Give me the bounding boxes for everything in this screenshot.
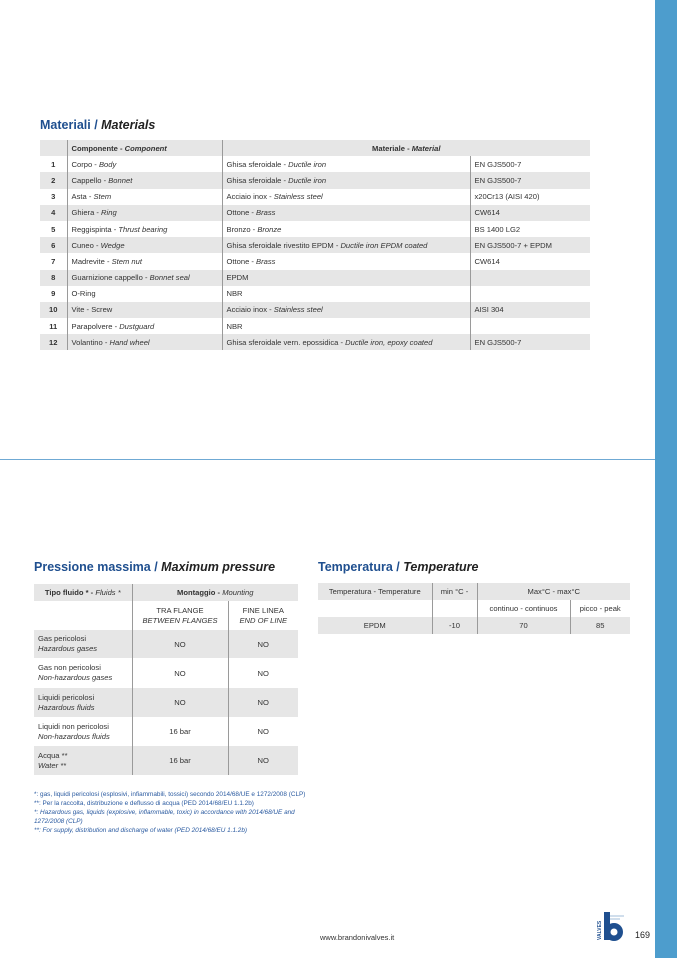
table-row: 7 Madrevite - Stem nut Ottone - Brass CW614 (40, 253, 590, 269)
website-link[interactable]: www.brandonivalves.it (320, 933, 395, 942)
note: *: Hazardous gas, liquids (explosive, inflammable, toxic) in accordance with 2014/68/UE and 1272/2008 (CLP) (34, 809, 295, 825)
brandoni-logo-icon (596, 910, 626, 944)
table-row: 11 Parapolvere - Dustguard NBR (40, 318, 590, 334)
table-row: 1 Corpo - Body Ghisa sferoidale - Ductile iron EN GJS500-7 (40, 156, 590, 172)
temperature-title: Temperatura / Temperature (318, 560, 479, 574)
note: *: gas, liquidi pericolosi (esplosivi, infiammabili, tossici) secondo 2014/68/UE e 1272/2008 (CLP) (34, 791, 306, 798)
divider (0, 459, 655, 460)
note: **: Per la raccolta, distribuzione e deflusso di acqua (PED 2014/68/EU 1.1.2b) (34, 800, 254, 807)
table-row: 5 Reggispinta - Thrust bearing Bronzo - Bronze BS 1400 LG2 (40, 221, 590, 237)
table-row: 2 Cappello - Bonnet Ghisa sferoidale - Ductile iron EN GJS500-7 (40, 172, 590, 188)
table-row: EPDM -10 70 85 (318, 617, 630, 634)
note: **: For supply, distribution and discharge of water (PED 2014/68/EU 1.1.2b) (34, 827, 248, 834)
table-row: 10 Vite - Screw Acciaio inox - Stainless steel AISI 304 (40, 302, 590, 318)
table-row: Acqua ** Water ** 16 bar NO (34, 746, 298, 775)
materials-table: Componente - Component Materiale - Material 1 Corpo - Body Ghisa sferoidale - Ductile iron EN GJS500-7 2 Cappello - Bonnet Ghisa sferoidale - Ductile iron EN GJS500-7 3 Asta - Stem Acciaio inox - Stainless steel x20Cr13 (AISI 420) 4 Ghiera - Ring Ottone - Brass CW614 5 Reggispinta - Thrust bearing Bronzo - Bronze BS 1400 LG2 6 Cuneo - Wedge Ghisa sferoidale rivestito EPDM - Ductile iron EPDM coated EN GJS500-7 + EPDM 7 Madrevite - Stem nut Ottone - Brass CW614 8 Guarnizione cappello - Bonnet seal EPDM 9 O-Ring NBR 10 Vite - Screw Acciaio inox - Stainless steel AISI 304 11 Parapolvere - Dustguard NBR 12 Volantino - Hand wheel Ghisa sferoidale vern. epossidica - Ductile iron, epoxy coated EN GJS500-7 (40, 140, 590, 350)
table-row: Gas non pericolosi Non-hazardous gases NO NO (34, 658, 298, 688)
table-row: Liquidi non pericolosi Non-hazardous fluids 16 bar NO (34, 717, 298, 746)
table-row: 8 Guarnizione cappello - Bonnet seal EPDM (40, 270, 590, 286)
table-row: 6 Cuneo - Wedge Ghisa sferoidale rivestito EPDM - Ductile iron EPDM coated EN GJS500-7 + EPDM (40, 237, 590, 253)
table-row: Gas pericolosi Hazardous gases NO NO (34, 630, 298, 658)
pressure-title: Pressione massima / Maximum pressure (34, 560, 276, 574)
table-row: 12 Volantino - Hand wheel Ghisa sferoidale vern. epossidica - Ductile iron, epoxy coated EN GJS500-7 (40, 334, 590, 350)
page-number: 169 (635, 930, 651, 940)
table-row: 3 Asta - Stem Acciaio inox - Stainless steel x20Cr13 (AISI 420) (40, 189, 590, 205)
svg-text:VALVES: VALVES (597, 920, 603, 940)
materials-title: Materiali / Materials (40, 118, 156, 132)
table-row: 9 O-Ring NBR (40, 286, 590, 302)
temperature-table: Temperatura - Temperature min °C - Max°C - max°C continuo - continuos picco - peak EPDM -10 70 85 (318, 583, 630, 634)
table-row: 4 Ghiera - Ring Ottone - Brass CW614 (40, 205, 590, 221)
footnotes (34, 790, 309, 835)
table-row: Liquidi pericolosi Hazardous fluids NO NO (34, 688, 298, 717)
pressure-table: Tipo fluido * - Fluids * Montaggio - Mounting TRA FLANGE BETWEEN FLANGES FINE LINEA END OF LINE Gas pericolosi Hazardous gases NO NO Gas non pericolosi Non-hazardous gases NO NO Liquidi pericolosi Hazardous fluids NO NO Liquidi non pericolosi Non-hazardous fluids 16 bar NO Acqua ** Water ** 16 bar NO (34, 584, 298, 775)
side-bar (655, 0, 677, 958)
